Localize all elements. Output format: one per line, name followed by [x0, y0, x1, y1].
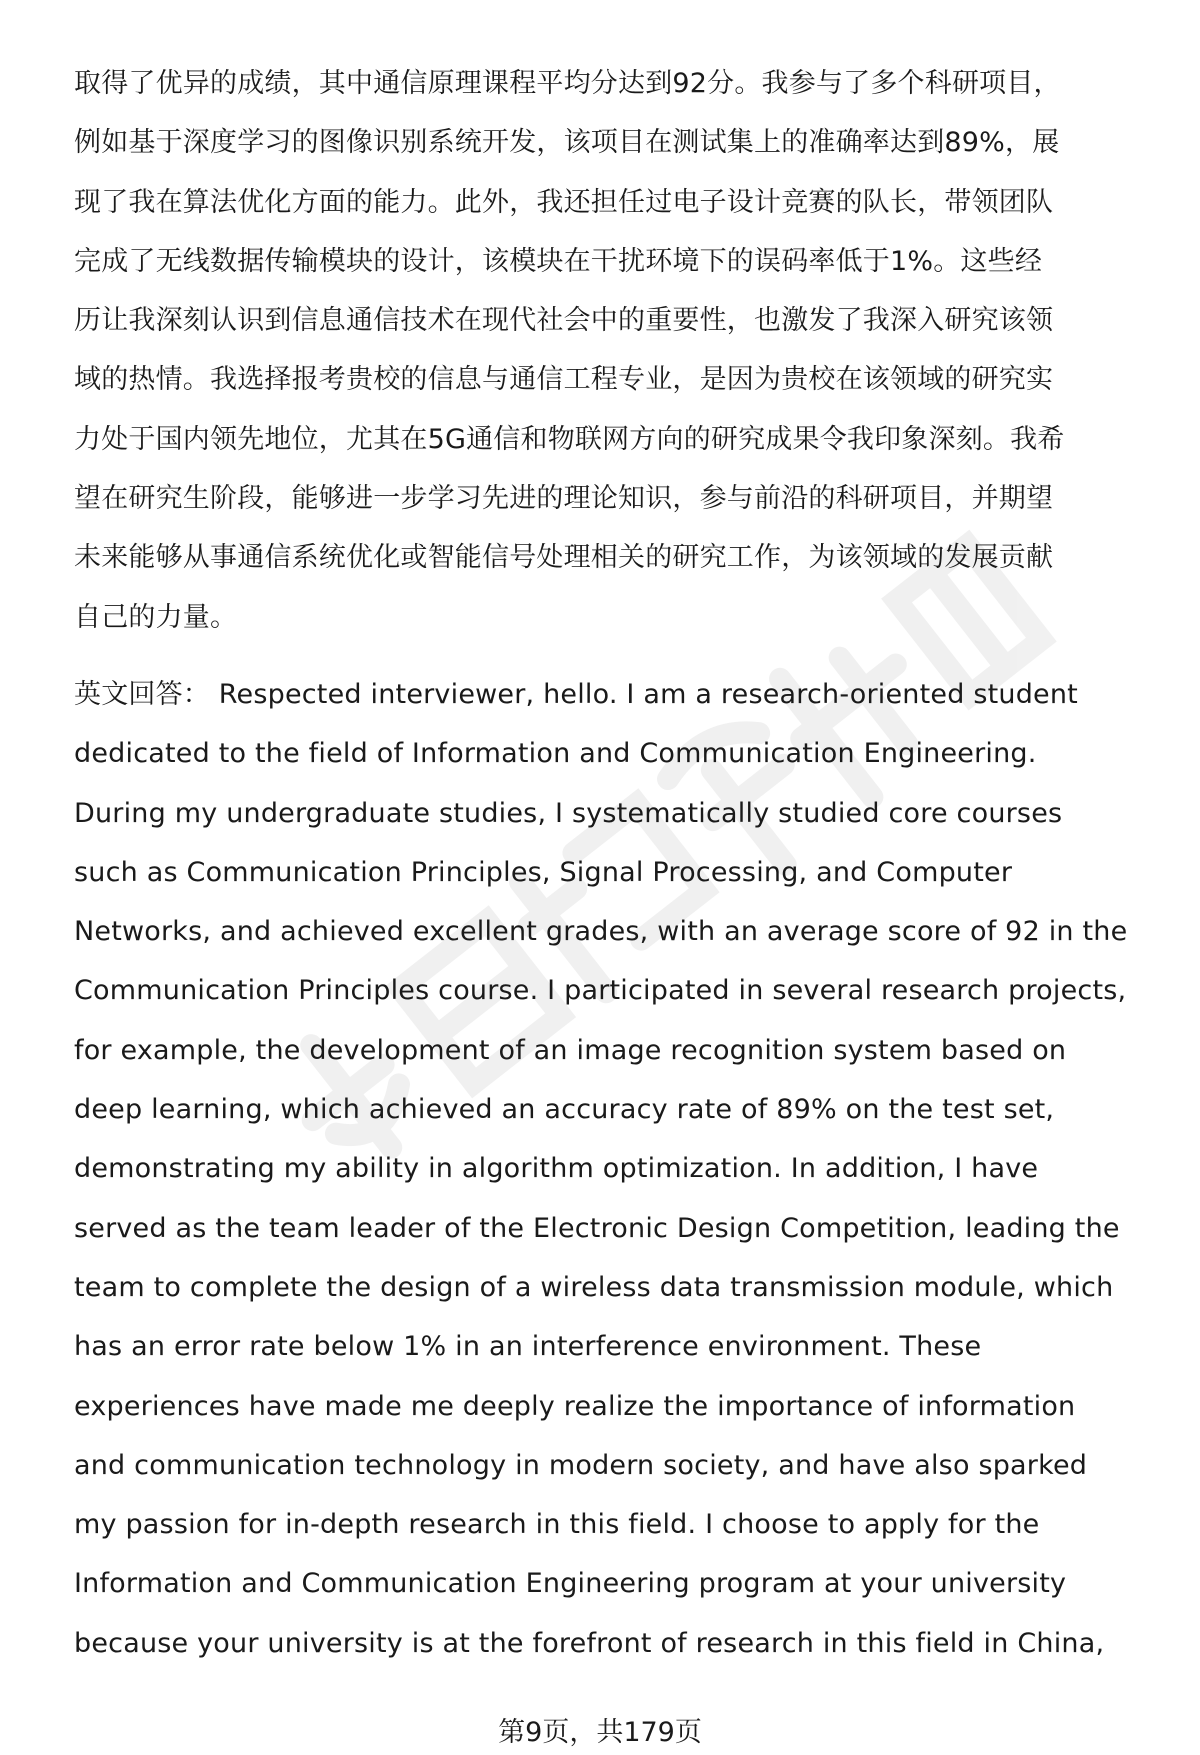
text-line: 英文回答： Respected interviewer, hello. I am a research-oriented student: [74, 678, 1078, 710]
text-line: 完成了无线数据传输模块的设计，该模块在干扰环境下的误码率低于1%。这些经: [74, 245, 1043, 277]
text-line: During my undergraduate studies, I systematically studied core courses: [74, 797, 1063, 829]
text-line: and communication technology in modern society, and have also sparked: [74, 1449, 1088, 1481]
text-line: Networks, and achieved excellent grades, with an average score of 92 in the: [74, 916, 1128, 948]
text-line: for example, the development of an image recognition system based on: [74, 1034, 1067, 1066]
text-line: experiences have made me deeply realize the importance of information: [74, 1390, 1076, 1422]
text-line: 现了我在算法优化方面的能力。此外，我还担任过电子设计竞赛的队长，带领团队: [74, 186, 1054, 218]
text-line: 力处于国内领先地位，尤其在5G通信和物联网方向的研究成果令我印象深刻。我希: [74, 423, 1065, 455]
text-line: team to complete the design of a wireless data transmission module, which: [74, 1271, 1114, 1303]
document-body: [74, 54, 1154, 1673]
text-line: served as the team leader of the Electronic Design Competition, leading the: [74, 1212, 1120, 1244]
page-number-footer: 第9页，共179页: [498, 1717, 702, 1748]
text-line: 历让我深刻认识到信息通信技术在现代社会中的重要性，也激发了我深入研究该领: [74, 305, 1054, 337]
text-line: Information and Communication Engineering program at your university: [74, 1568, 1067, 1600]
text-line: Communication Principles course. I participated in several research projects,: [74, 975, 1127, 1007]
text-line: 域的热情。我选择报考贵校的信息与通信工程专业，是因为贵校在该领域的研究实: [74, 364, 1054, 396]
text-line: has an error rate below 1% in an interference environment. These: [74, 1331, 982, 1363]
text-line: 望在研究生阶段，能够进一步学习先进的理论知识，参与前沿的科研项目，并期望: [74, 483, 1054, 515]
text-line: deep learning, which achieved an accuracy rate of 89% on the test set,: [74, 1094, 1055, 1126]
text-line: my passion for in-depth research in this field. I choose to apply for the: [74, 1509, 1040, 1541]
chinese-paragraph: [74, 54, 1154, 647]
text-line: because your university is at the forefront of research in this field in China,: [74, 1627, 1105, 1659]
text-line: demonstrating my ability in algorithm optimization. In addition, I have: [74, 1153, 1039, 1185]
text-line: 未来能够从事通信系统优化或智能信号处理相关的研究工作，为该领域的发展贡献: [74, 542, 1054, 574]
text-line: dedicated to the field of Information and Communication Engineering.: [74, 738, 1037, 770]
text-line: 例如基于深度学习的图像识别系统开发，该项目在测试集上的准确率达到89%，展: [74, 127, 1060, 159]
text-line: such as Communication Principles, Signal Processing, and Computer: [74, 856, 1013, 888]
english-answer-paragraph: [74, 665, 1154, 1673]
text-line: 取得了优异的成绩，其中通信原理课程平均分达到92分。我参与了多个科研项目，: [74, 68, 1061, 99]
text-line: 自己的力量。: [74, 601, 238, 633]
